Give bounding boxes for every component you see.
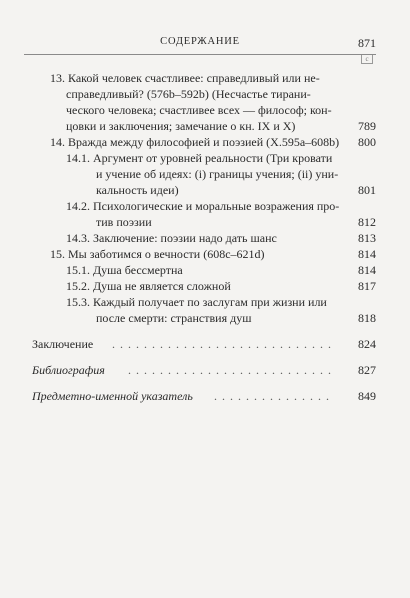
toc-text: цовки и заключения; замечание о кн. IX и X) <box>66 119 296 133</box>
toc-line <box>0 118 410 134</box>
toc-text: 13. Какой человек счастливее: справедливый или не- <box>50 71 320 85</box>
toc-page: 818 <box>358 311 376 325</box>
toc-text: Заключение <box>32 337 94 351</box>
toc-text: ческого человека; счастливее всех — философ; кон- <box>66 103 332 117</box>
toc-text: кальность идеи) <box>96 183 179 197</box>
toc-page: 813 <box>358 231 376 245</box>
toc-line <box>0 294 410 310</box>
toc-line <box>0 230 410 246</box>
header-rule <box>24 54 376 55</box>
toc-page: 789 <box>358 119 376 133</box>
header-page-number: 871 <box>358 36 376 50</box>
toc-page: 814 <box>358 263 376 277</box>
toc-line <box>0 150 410 166</box>
toc-leader: . . . . . . . . . . . . . . . . . . . . . . . . . . <box>128 363 332 377</box>
toc-line <box>0 214 410 230</box>
toc-line <box>0 134 410 150</box>
toc-line <box>0 262 410 278</box>
corner-mark: с <box>361 55 373 64</box>
toc-text: 15.1. Душа бессмертна <box>66 263 183 277</box>
toc-text: 15.2. Душа не является сложной <box>66 279 231 293</box>
toc-text: 14.1. Аргумент от уровней реальности (Три кровати <box>66 151 333 165</box>
toc-text: справедливый? (576b–592b) (Несчастье тирани- <box>66 87 311 101</box>
toc-line <box>0 70 410 86</box>
toc-text: тив поэзии <box>96 215 152 229</box>
toc-line <box>0 278 410 294</box>
toc-text: Предметно-именной указатель <box>32 389 193 403</box>
toc-text: 14. Вражда между философией и поэзией (X.595a–608b) <box>50 135 340 149</box>
toc-line <box>0 246 410 262</box>
toc-page: 817 <box>358 279 376 293</box>
toc-line <box>0 102 410 118</box>
toc-page: 849 <box>358 389 376 403</box>
toc-text: после смерти: странствия душ <box>96 311 252 325</box>
toc-line <box>0 182 410 198</box>
toc-line <box>0 362 410 378</box>
toc-line <box>0 336 410 352</box>
toc-line <box>0 198 410 214</box>
toc-page: 827 <box>358 363 376 377</box>
toc-text: 15. Мы заботимся о вечности (608c–621d) <box>50 247 265 261</box>
toc-page: 824 <box>358 337 376 351</box>
toc-text: 14.3. Заключение: поэзии надо дать шанс <box>66 231 277 245</box>
toc-page: 814 <box>358 247 376 261</box>
toc-leader: . . . . . . . . . . . . . . . <box>214 389 330 403</box>
toc-text: Библиография <box>32 363 105 377</box>
toc-line <box>0 388 410 404</box>
running-header <box>24 36 376 52</box>
toc-line <box>0 86 410 102</box>
toc-line <box>0 166 410 182</box>
toc-page: 812 <box>358 215 376 229</box>
toc-line <box>0 310 410 326</box>
toc-page: 800 <box>358 135 376 149</box>
toc-page: 801 <box>358 183 376 197</box>
toc-text: 15.3. Каждый получает по заслугам при жизни или <box>66 295 327 309</box>
toc-leader: . . . . . . . . . . . . . . . . . . . . . . . . . . . . <box>112 337 332 351</box>
header-title: СОДЕРЖАНИЕ <box>160 36 240 47</box>
toc-text: 14.2. Психологические и моральные возражения про- <box>66 199 340 213</box>
toc-text: и учение об идеях: (i) границы учения; (ii) уни- <box>96 167 339 181</box>
